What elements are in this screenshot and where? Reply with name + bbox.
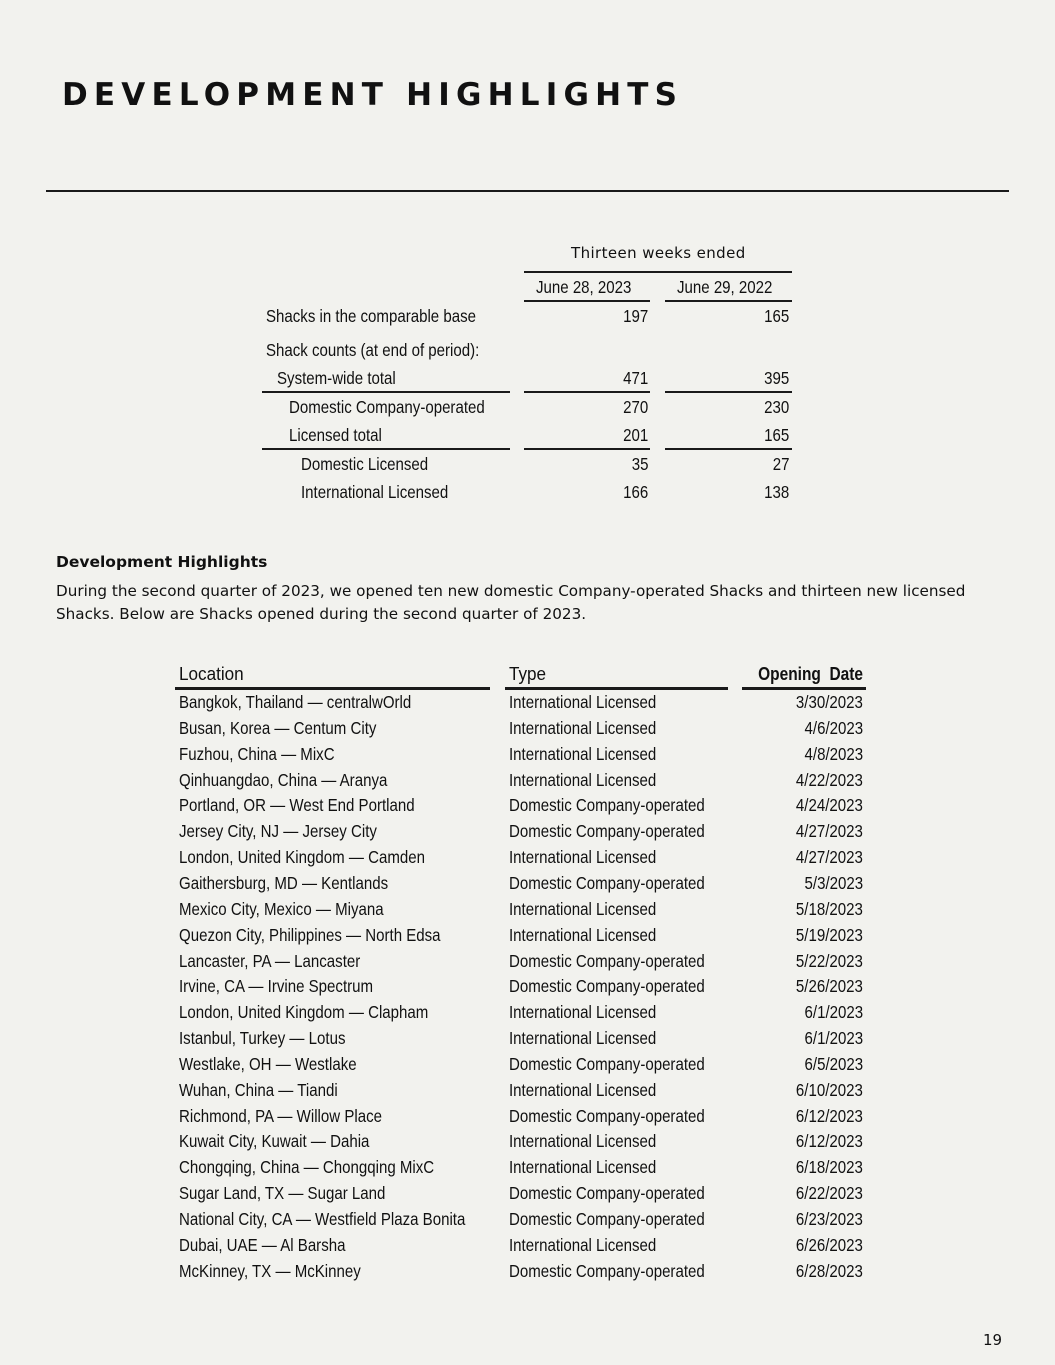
table-row <box>0 1028 1055 1054</box>
location-cell: Richmond, PA — Willow Place <box>179 1105 382 1126</box>
date-cell: 6/23/2023 <box>796 1209 863 1229</box>
value-2023: 197 <box>622 306 648 326</box>
date-cell: 6/1/2023 <box>804 1028 863 1049</box>
type-cell: International Licensed <box>509 1079 657 1100</box>
date-cell: 6/10/2023 <box>796 1079 863 1100</box>
type-cell: Domestic Company-operated <box>509 795 705 816</box>
type-cell: International Licensed <box>509 1131 657 1152</box>
table-row <box>0 718 1055 744</box>
column-header-2023: June 28, 2023 <box>536 277 632 297</box>
type-cell: International Licensed <box>509 692 657 712</box>
type-header-rule <box>505 687 728 690</box>
value-2022: 395 <box>763 368 789 388</box>
column-rule-2023 <box>524 300 650 302</box>
row-label: Shack counts (at end of period): <box>266 340 480 360</box>
date-cell: 6/5/2023 <box>804 1053 863 1074</box>
date-cell: 4/27/2023 <box>796 847 863 868</box>
type-cell: International Licensed <box>509 1234 657 1255</box>
location-cell: Irvine, CA — Irvine Spectrum <box>179 976 374 997</box>
date-cell: 4/8/2023 <box>804 743 863 764</box>
location-cell: Portland, OR — West End Portland <box>179 795 415 816</box>
location-cell: Gaithersburg, MD — Kentlands <box>179 872 389 893</box>
type-cell: International Licensed <box>509 898 657 919</box>
table-row <box>0 1054 1055 1080</box>
location-cell: National City, CA — Westfield Plaza Bonita <box>179 1209 466 1229</box>
row-label: Licensed total <box>289 425 382 445</box>
column-header-2022: June 29, 2022 <box>677 277 773 297</box>
location-cell: Istanbul, Turkey — Lotus <box>179 1028 346 1049</box>
table-row <box>0 1106 1055 1132</box>
date-cell: 4/24/2023 <box>796 795 863 816</box>
group-header: Thirteen weeks ended <box>571 244 746 262</box>
location-cell: Westlake, OH — Westlake <box>179 1053 357 1074</box>
date-cell: 6/18/2023 <box>796 1157 863 1178</box>
location-cell: Mexico City, Mexico — Miyana <box>179 898 384 919</box>
location-cell: McKinney, TX — McKinney <box>179 1260 361 1281</box>
page-title: DEVELOPMENT HIGHLIGHTS <box>62 77 684 113</box>
table-row <box>0 873 1055 899</box>
type-cell: International Licensed <box>509 847 657 868</box>
type-cell: International Licensed <box>509 743 657 764</box>
type-cell: International Licensed <box>509 1002 657 1023</box>
date-column-header: Opening Date <box>758 664 863 684</box>
date-cell: 4/22/2023 <box>796 769 863 790</box>
location-cell: London, United Kingdom — Clapham <box>179 1002 429 1023</box>
location-cell: Chongqing, China — Chongqing MixC <box>179 1157 435 1178</box>
date-cell: 4/6/2023 <box>804 717 863 738</box>
intro-paragraph: During the second quarter of 2023, we opened ten new domestic Company-operated Shacks and thirteen new licensed Shacks. Below are Shacks opened during the second quarter of 2023. <box>56 582 966 623</box>
type-cell: Domestic Company-operated <box>509 872 705 893</box>
location-cell: Wuhan, China — Tiandi <box>179 1079 338 1100</box>
location-cell: Qinhuangdao, China — Aranya <box>179 769 388 790</box>
row-rule <box>524 448 650 450</box>
table-row <box>0 1080 1055 1106</box>
date-cell: 5/22/2023 <box>796 950 863 971</box>
location-cell: Jersey City, NJ — Jersey City <box>179 821 377 842</box>
type-cell: Domestic Company-operated <box>509 1260 705 1281</box>
row-rule <box>665 448 792 450</box>
type-cell: Domestic Company-operated <box>509 950 705 971</box>
location-cell: Fuzhou, China — MixC <box>179 743 335 764</box>
value-2022: 165 <box>763 306 789 326</box>
type-cell: Domestic Company-operated <box>509 1053 705 1074</box>
table-row <box>0 1209 1055 1235</box>
value-2023: 201 <box>622 425 648 445</box>
row-label: Domestic Company-operated <box>289 397 485 417</box>
location-header-rule <box>175 687 490 690</box>
table-row <box>0 1261 1055 1287</box>
type-cell: Domestic Company-operated <box>509 821 705 842</box>
table-row <box>0 692 1055 718</box>
column-rule-2022 <box>665 300 792 302</box>
row-rule <box>665 391 792 393</box>
date-cell: 5/18/2023 <box>796 898 863 919</box>
date-cell: 5/26/2023 <box>796 976 863 997</box>
value-2022: 27 <box>772 454 789 474</box>
table-row <box>0 1002 1055 1028</box>
value-2023: 35 <box>631 454 648 474</box>
value-2022: 138 <box>763 482 789 502</box>
table-row <box>0 1131 1055 1157</box>
type-column-header: Type <box>509 664 547 684</box>
date-header-rule <box>742 687 866 690</box>
table-row <box>0 770 1055 796</box>
table-row <box>0 1235 1055 1261</box>
date-cell: 6/12/2023 <box>796 1105 863 1126</box>
table-row <box>0 899 1055 925</box>
date-cell: 6/26/2023 <box>796 1234 863 1255</box>
location-cell: Bangkok, Thailand — centralwOrld <box>179 692 412 712</box>
date-cell: 4/27/2023 <box>796 821 863 842</box>
group-header-rule <box>524 271 792 273</box>
date-cell: 6/1/2023 <box>804 1002 863 1023</box>
value-2022: 165 <box>763 425 789 445</box>
type-cell: International Licensed <box>509 717 657 738</box>
location-cell: Dubai, UAE — Al Barsha <box>179 1234 346 1255</box>
location-cell: Kuwait City, Kuwait — Dahia <box>179 1131 370 1152</box>
row-label: International Licensed <box>301 482 449 502</box>
value-2022: 230 <box>763 397 789 417</box>
table-row <box>0 847 1055 873</box>
date-cell: 6/22/2023 <box>796 1183 863 1204</box>
type-cell: International Licensed <box>509 1028 657 1049</box>
table-row <box>0 795 1055 821</box>
row-label: Domestic Licensed <box>301 454 429 474</box>
section-heading: Development Highlights <box>56 553 268 571</box>
row-label: Shacks in the comparable base <box>266 306 476 326</box>
value-2023: 166 <box>622 482 648 502</box>
shack-counts-table <box>0 0 1055 520</box>
row-label: System-wide total <box>277 368 396 388</box>
location-cell: Lancaster, PA — Lancaster <box>179 950 361 971</box>
date-cell: 5/19/2023 <box>796 924 863 945</box>
value-2023: 471 <box>622 368 648 388</box>
type-cell: Domestic Company-operated <box>509 1105 705 1126</box>
date-cell: 3/30/2023 <box>796 692 863 712</box>
type-cell: Domestic Company-operated <box>509 1183 705 1204</box>
date-cell: 6/28/2023 <box>796 1260 863 1281</box>
row-rule <box>262 391 510 393</box>
type-cell: Domestic Company-operated <box>509 1209 705 1229</box>
location-column-header: Location <box>179 664 244 684</box>
date-cell: 6/12/2023 <box>796 1131 863 1152</box>
location-cell: Sugar Land, TX — Sugar Land <box>179 1183 386 1204</box>
location-cell: Busan, Korea — Centum City <box>179 717 377 738</box>
table-row <box>0 976 1055 1002</box>
table-row <box>0 1183 1055 1209</box>
type-cell: Domestic Company-operated <box>509 976 705 997</box>
row-rule <box>524 391 650 393</box>
value-2023: 270 <box>622 397 648 417</box>
location-cell: London, United Kingdom — Camden <box>179 847 425 868</box>
type-cell: International Licensed <box>509 1157 657 1178</box>
location-cell: Quezon City, Philippines — North Edsa <box>179 924 441 945</box>
type-cell: International Licensed <box>509 769 657 790</box>
date-cell: 5/3/2023 <box>804 872 863 893</box>
type-cell: International Licensed <box>509 924 657 945</box>
table-row <box>0 744 1055 770</box>
table-row <box>0 1157 1055 1183</box>
table-row <box>0 951 1055 977</box>
row-rule <box>262 448 510 450</box>
table-row <box>0 821 1055 847</box>
table-row <box>0 925 1055 951</box>
page-number: 19 <box>983 1331 1003 1349</box>
